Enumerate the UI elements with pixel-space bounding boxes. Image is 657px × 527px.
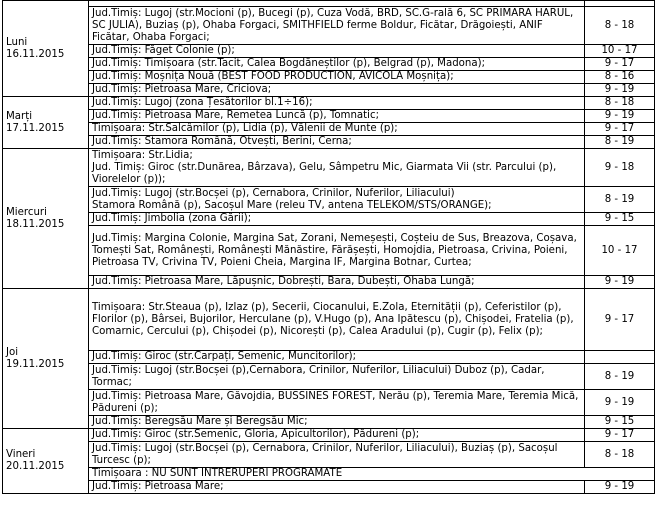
schedule-row	[3, 351, 655, 364]
schedule-row	[3, 45, 655, 58]
hours-cell: 8 - 19	[585, 136, 655, 149]
day-date: 17.11.2015	[6, 122, 65, 134]
day-date: 16.11.2015	[6, 48, 65, 60]
hours-cell: 9 - 17	[585, 429, 655, 442]
location-cell: Jud.Timiș: Pietroasa Mare, Remetea Luncă (p), Tomnatic;	[89, 110, 585, 123]
outage-schedule-table	[2, 0, 655, 494]
hours-cell: 9 - 15	[585, 416, 655, 429]
schedule-row	[3, 289, 655, 351]
schedule-row	[3, 429, 655, 442]
schedule-row	[3, 468, 655, 481]
location-cell: Jud.Timiș: Moșnița Nouă (BEST FOOD PRODUCTION, AVICOLA Moșnița);	[89, 71, 585, 84]
location-cell: Jud.Timiș: Giroc (str.Carpați, Semenic, Muncitorilor);	[89, 351, 585, 364]
day-cell	[3, 289, 89, 429]
day-name: Luni	[6, 36, 28, 48]
hours-cell: 10 - 17	[585, 226, 655, 276]
day-cell	[3, 1, 89, 97]
hours-cell: 9 - 15	[585, 213, 655, 226]
location-cell: Jud.Timiș: Lugoj (str.Mocioni (p), Bucegi (p), Cuza Vodă, BRD, SC.G-rală 6, SC PRIMARA HARUL, SC JULIA), Buziaș (p), Ohaba Forgaci, SMITHFIELD ferme Boldur, Ficătar, Drăgoiești, ANIF Ficătar, Ohaba Forgaci;	[89, 7, 585, 45]
hours-cell: 9 - 17	[585, 289, 655, 351]
day-cell	[3, 97, 89, 149]
location-cell: Jud.Timiș: Pietroasa Mare;	[89, 481, 585, 494]
schedule-row	[3, 213, 655, 226]
hours-cell: 9 - 17	[585, 123, 655, 136]
location-cell: Jud.Timiș: Lugoj (zona Țesătorilor bl.1÷16);	[89, 97, 585, 110]
schedule-row	[3, 123, 655, 136]
schedule-row	[3, 136, 655, 149]
day-date: 18.11.2015	[6, 218, 65, 230]
location-cell: Jud.Timiș: Lugoj (str.Bocșei (p), Cernabora, Crinilor, Nuferilor, Liliacului) Stamora Română (p), Sacoșul Mare (releu TV, antena TELEKOM/STS/ORANGE);	[89, 187, 585, 213]
location-cell: Timișoara: Str.Salcâmilor (p), Lidia (p), Vălenii de Munte (p);	[89, 123, 585, 136]
schedule-row	[3, 481, 655, 494]
schedule-row	[3, 7, 655, 45]
location-cell: Jud.Timiș: Timișoara (str.Tacit, Calea Bogdăneștilor (p), Belgrad (p), Madona);	[89, 58, 585, 71]
hours-cell: 8 - 18	[585, 7, 655, 45]
day-name: Marți	[6, 110, 33, 122]
location-cell: Timișoara: Str.Steaua (p), Izlaz (p), Secerii, Ciocanului, E.Zola, Eternității (p), Ceferistilor (p), Florilor (p), Bârsei, Bujorilor, Herculane (p), V.Hugo (p), Ana Ipătescu (p), Chișodei, Fratelia (p), Comarnic, Cercului (p), Chișodei (p), Nicorești (p), Calea Aradului (p), Cugir (p), Felix (p);	[89, 289, 585, 351]
hours-cell: 9 - 19	[585, 276, 655, 289]
hours-cell: 10 - 17	[585, 45, 655, 58]
schedule-row	[3, 97, 655, 110]
schedule-row	[3, 58, 655, 71]
schedule-row	[3, 226, 655, 276]
location-cell: Jud.Timiș: Lugoj (str.Bocșei (p), Cernabora, Crinilor, Nuferilor, Liliacului), Buziaș (p), Sacoșul Turcesc (p);	[89, 442, 585, 468]
schedule-row	[3, 187, 655, 213]
hours-cell: 9 - 19	[585, 84, 655, 97]
day-name: Joi	[6, 346, 19, 358]
location-cell: Timișoara : NU SUNT ÎNTRERUPERI PROGRAMATE	[89, 468, 655, 481]
hours-cell: 9 - 17	[585, 58, 655, 71]
location-cell: Jud.Timiș: Pietroasa Mare, Găvojdia, BUSSINES FOREST, Nerău (p), Teremia Mare, Teremia Mică, Pădureni (p);	[89, 390, 585, 416]
schedule-row	[3, 364, 655, 390]
day-date: 20.11.2015	[6, 461, 65, 472]
schedule-row	[3, 71, 655, 84]
schedule-row	[3, 110, 655, 123]
location-cell: Jud.Timiș: Lugoj (str.Bocșei (p),Cernabora, Crinilor, Nuferilor, Liliacului) Duboz (p), Cadar, Tormac;	[89, 364, 585, 390]
location-cell: Jud.Timiș: Margina Colonie, Margina Sat, Zorani, Nemeșești, Coșteiu de Sus, Breazova, Coșava, Tomești Sat, Românești, Românești Mănăstire, Fărășești, Homojdia, Pietroasa, Crivina, Poieni, Pietroasa TV, Crivina TV, Poieni Cheia, Margina IF, Margina Botnar, Curtea;	[89, 226, 585, 276]
location-cell: Jud.Timiș: Giroc (str.Semenic, Gloria, Apicultorilor), Pădureni (p);	[89, 429, 585, 442]
location-cell: Timișoara: Str.Lidia; Jud. Timiș: Giroc (str.Dunărea, Bârzava), Gelu, Sâmpetru Mic, Giarmata Vii (str. Parcului (p), Viorelelor (p));	[89, 149, 585, 187]
outage-schedule-body	[3, 1, 655, 494]
location-cell: Jud.Timiș: Jimbolia (zona Gării);	[89, 213, 585, 226]
location-cell: Jud.Timiș: Făget Colonie (p);	[89, 45, 585, 58]
day-name: Miercuri	[6, 206, 47, 218]
hours-cell: 8 - 18	[585, 442, 655, 468]
hours-cell	[585, 351, 655, 364]
schedule-row	[3, 276, 655, 289]
schedule-row	[3, 149, 655, 187]
hours-cell: 9 - 18	[585, 149, 655, 187]
day-name: Vineri	[6, 449, 36, 460]
hours-cell: 9 - 19	[585, 481, 655, 494]
day-date: 19.11.2015	[6, 358, 65, 370]
day-cell	[3, 429, 89, 494]
day-cell	[3, 149, 89, 289]
schedule-row	[3, 416, 655, 429]
schedule-row	[3, 390, 655, 416]
schedule-row	[3, 84, 655, 97]
hours-cell: 8 - 19	[585, 364, 655, 390]
hours-cell: 9 - 19	[585, 110, 655, 123]
hours-cell: 8 - 18	[585, 97, 655, 110]
hours-cell: 8 - 16	[585, 71, 655, 84]
location-cell: Jud.Timiș: Stamora Română, Otvești, Berini, Cerna;	[89, 136, 585, 149]
schedule-row	[3, 442, 655, 468]
hours-cell: 9 - 19	[585, 390, 655, 416]
location-cell: Jud.Timiș: Beregsău Mare și Beregsău Mic;	[89, 416, 585, 429]
hours-cell: 8 - 19	[585, 187, 655, 213]
location-cell: Jud.Timiș: Pietroasa Mare, Lăpușnic, Dobrești, Bara, Dubești, Ohaba Lungă;	[89, 276, 585, 289]
location-cell: Jud.Timiș: Pietroasa Mare, Criciova;	[89, 84, 585, 97]
